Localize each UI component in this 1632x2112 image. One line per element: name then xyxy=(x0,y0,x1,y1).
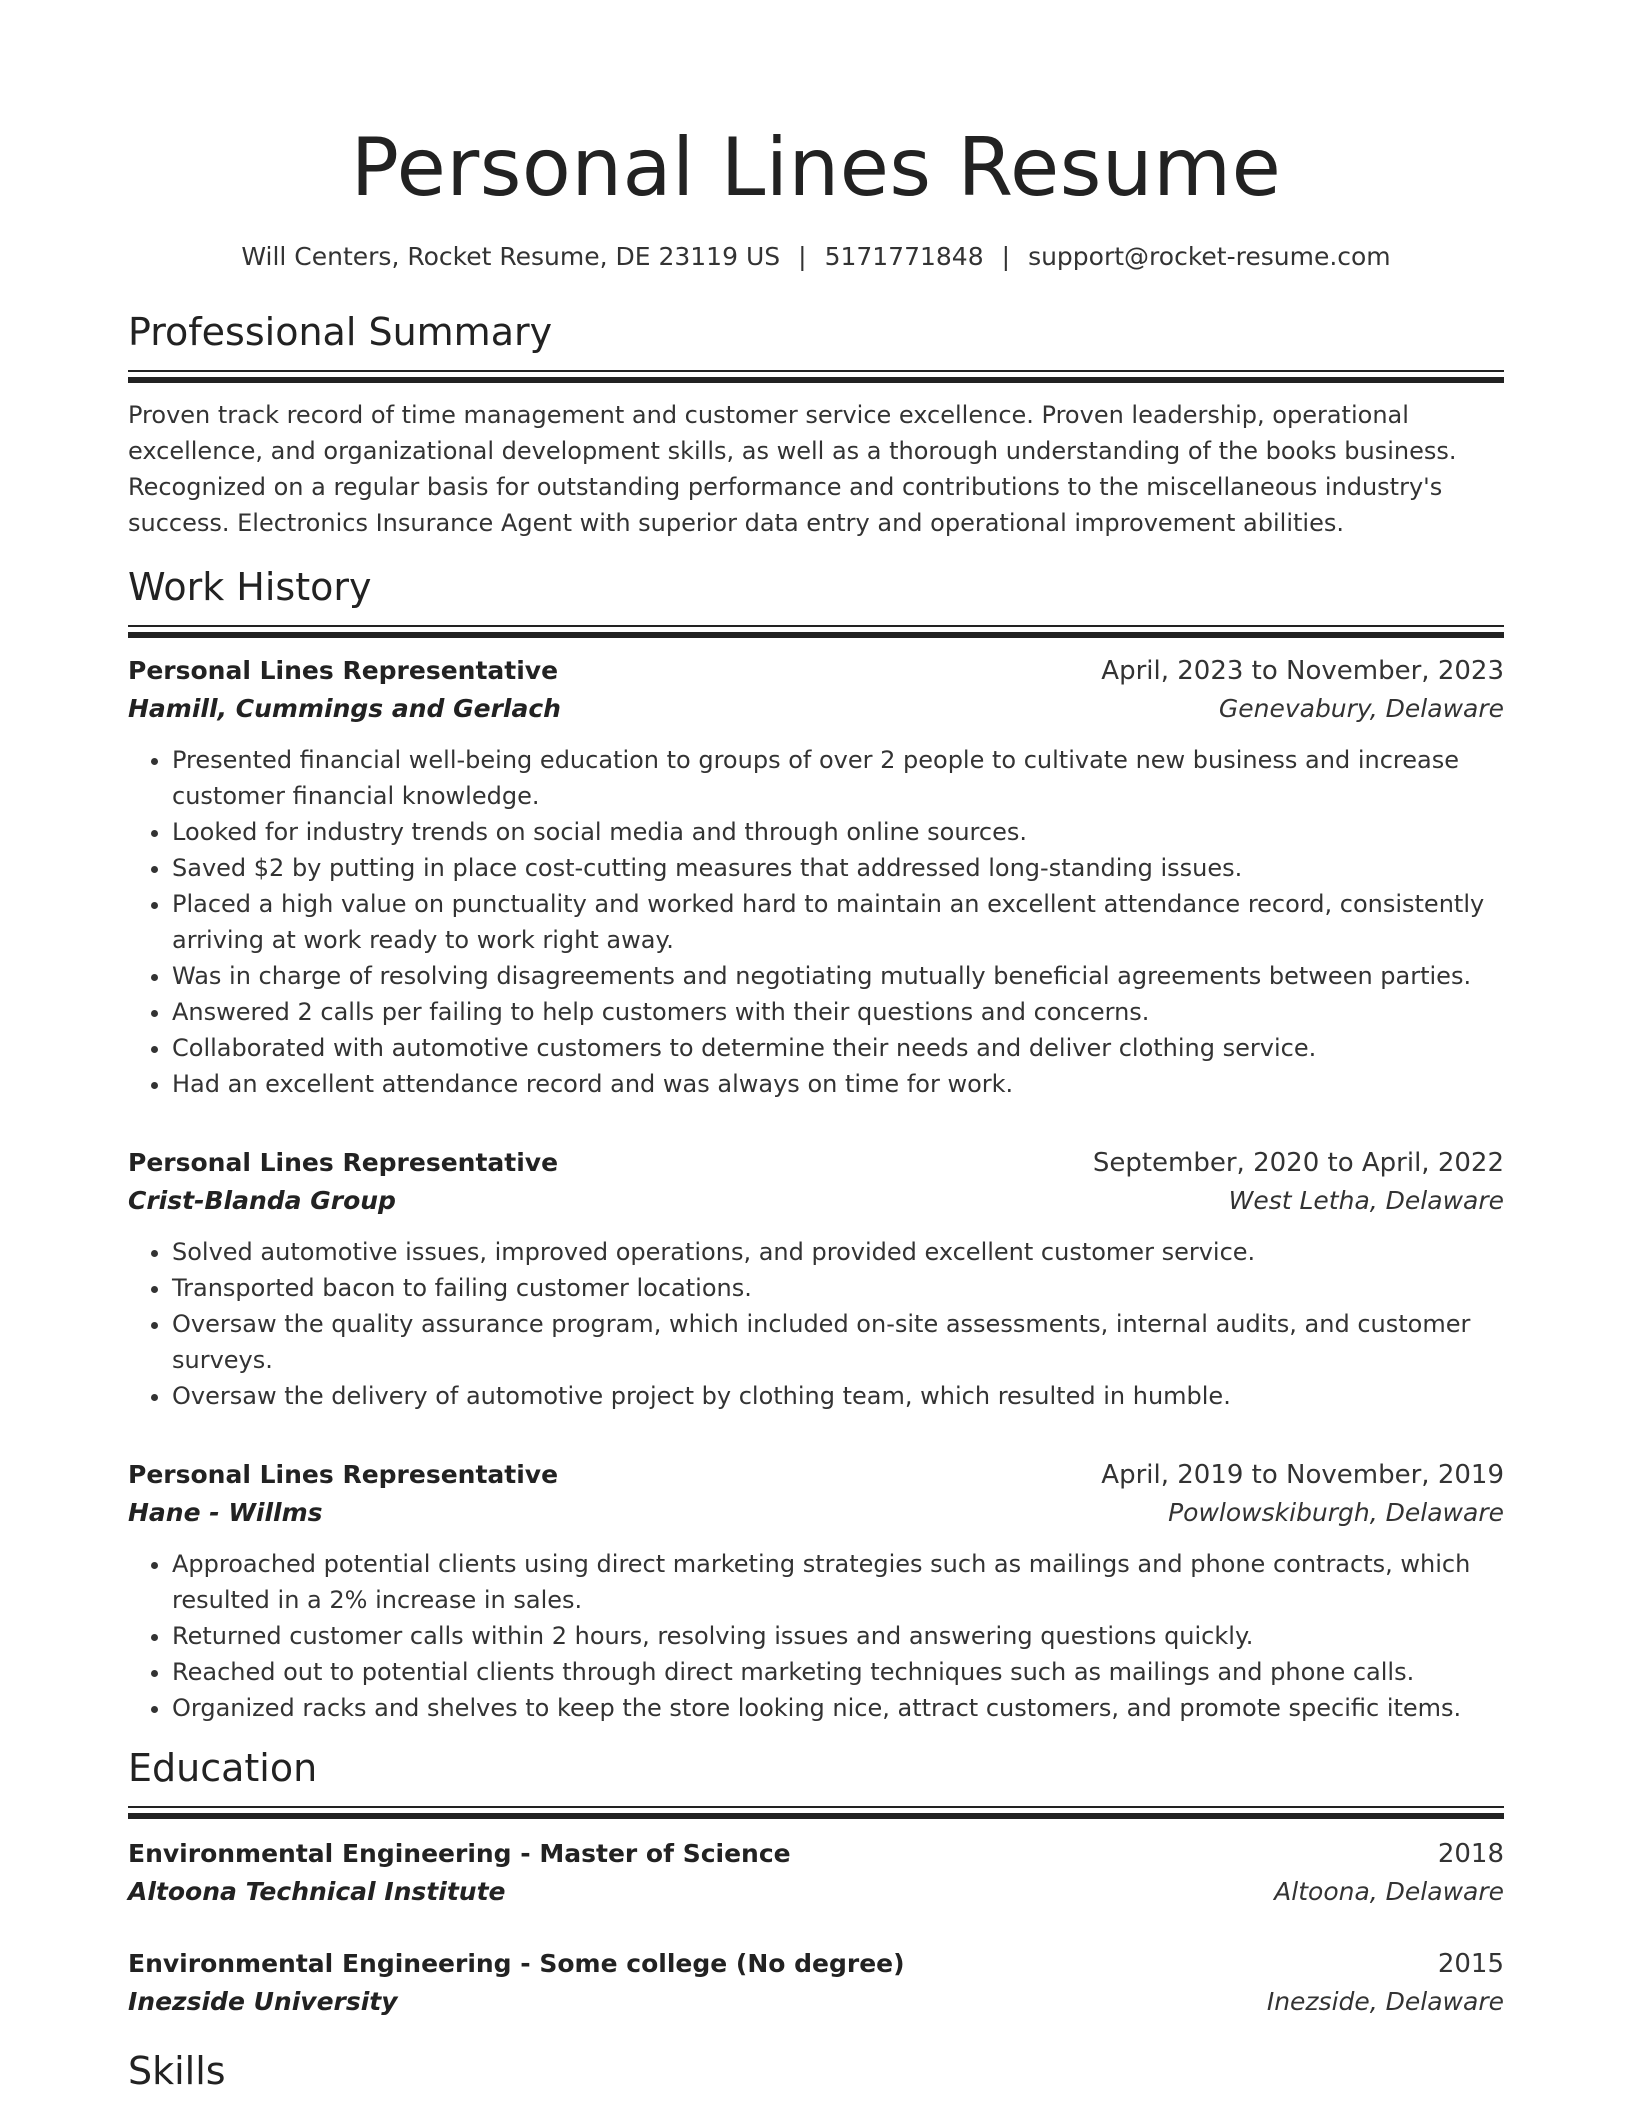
contact-separator: | xyxy=(1001,242,1011,271)
job-bullet: • Transported bacon to failing customer locations. xyxy=(172,1270,1504,1306)
job-bullet: • Organized racks and shelves to keep the store looking nice, attract customers, and promote specific items. xyxy=(172,1690,1504,1726)
job-bullet: • Was in charge of resolving disagreements and negotiating mutually beneficial agreements between parties. xyxy=(172,958,1504,994)
job-bullet: • Placed a high value on punctuality and worked hard to maintain an excellent attendance record, consistently arriving at work ready to work right away. xyxy=(172,886,1504,958)
education-school: Inezside University xyxy=(128,1987,398,2016)
section-divider xyxy=(128,625,1504,638)
education-school-row xyxy=(128,1873,1504,1911)
job-bullets xyxy=(128,742,1504,1102)
job-bullet: • Reached out to potential clients through direct marketing techniques such as mailings and phone calls. xyxy=(172,1654,1504,1690)
job-entry xyxy=(128,1456,1504,1726)
job-company: Crist-Blanda Group xyxy=(128,1186,396,1215)
job-dates: April, 2023 to November, 2023 xyxy=(1101,656,1504,686)
job-bullet: • Returned customer calls within 2 hours, resolving issues and answering questions quickly. xyxy=(172,1618,1504,1654)
job-location: Powlowskiburgh, Delaware xyxy=(1168,1498,1504,1527)
education-location: Inezside, Delaware xyxy=(1266,1987,1504,2016)
contact-address: Will Centers, Rocket Resume, DE 23119 US xyxy=(241,242,781,271)
job-bullet: • Approached potential clients using direct marketing strategies such as mailings and phone contracts, which resulted in a 2% increase in sales. xyxy=(172,1546,1504,1618)
job-title: Personal Lines Representative xyxy=(128,656,559,685)
education-year: 2018 xyxy=(1437,1839,1504,1869)
work-history-section xyxy=(128,563,1504,1726)
education-entry xyxy=(128,1835,1504,1911)
section-title-education: Education xyxy=(128,1746,318,1790)
job-title: Personal Lines Representative xyxy=(128,1148,559,1177)
job-bullets xyxy=(128,1546,1504,1726)
education-year: 2015 xyxy=(1437,1949,1504,1979)
job-bullet: • Answered 2 calls per failing to help customers with their questions and concerns. xyxy=(172,994,1504,1030)
job-bullet: • Looked for industry trends on social media and through online sources. xyxy=(172,814,1504,850)
contact-phone: 5171771848 xyxy=(824,242,984,271)
education-entry xyxy=(128,1945,1504,2021)
job-header-row xyxy=(128,1144,1504,1182)
education-location: Altoona, Delaware xyxy=(1274,1877,1504,1906)
education-school-row xyxy=(128,1983,1504,2021)
education-header-row xyxy=(128,1835,1504,1873)
education-degree: Environmental Engineering - Master of Science xyxy=(128,1839,791,1868)
job-entry xyxy=(128,1144,1504,1414)
contact-email: support@rocket-resume.com xyxy=(1028,242,1391,271)
job-bullet: • Had an excellent attendance record and was always on time for work. xyxy=(172,1066,1504,1102)
section-divider xyxy=(128,1806,1504,1819)
job-bullet: • Oversaw the delivery of automotive project by clothing team, which resulted in humble. xyxy=(172,1378,1504,1414)
section-title-skills: Skills xyxy=(128,2049,226,2093)
contact-line xyxy=(128,240,1504,274)
job-company-row xyxy=(128,690,1504,728)
job-header-row xyxy=(128,652,1504,690)
section-title-summary: Professional Summary xyxy=(128,310,553,354)
section-title-work-history: Work History xyxy=(128,565,372,609)
resume-page xyxy=(128,0,1504,2095)
resume-title: Personal Lines Resume xyxy=(350,121,1282,214)
job-dates: September, 2020 to April, 2022 xyxy=(1092,1148,1504,1178)
job-bullet: • Collaborated with automotive customers to determine their needs and deliver clothing service. xyxy=(172,1030,1504,1066)
education-school: Altoona Technical Institute xyxy=(128,1877,506,1906)
section-divider xyxy=(128,370,1504,383)
job-company-row xyxy=(128,1494,1504,1532)
education-header-row xyxy=(128,1945,1504,1983)
job-header-row xyxy=(128,1456,1504,1494)
summary-text: Proven track record of time management and customer service excellence. Proven leadership, operational excellence, and organizational development skills, as well as a thorough understanding of the books business. Recognized on a regular basis for outstanding performance and contributions to the miscellaneous industry's success. Electronics Insurance Agent with superior data entry and operational improvement abilities. xyxy=(128,401,1457,537)
job-company: Hane - Willms xyxy=(128,1498,323,1527)
education-section xyxy=(128,1744,1504,2021)
job-location: Genevabury, Delaware xyxy=(1218,694,1504,723)
job-title: Personal Lines Representative xyxy=(128,1460,559,1489)
job-location: West Letha, Delaware xyxy=(1228,1186,1504,1215)
summary-section xyxy=(128,308,1504,541)
contact-separator: | xyxy=(798,242,807,271)
job-bullets xyxy=(128,1234,1504,1414)
job-bullet: • Presented financial well-being education to groups of over 2 people to cultivate new business and increase customer financial knowledge. xyxy=(172,742,1504,814)
job-company-row xyxy=(128,1182,1504,1220)
job-bullet: • Saved $2 by putting in place cost-cutting measures that addressed long-standing issues. xyxy=(172,850,1504,886)
job-company: Hamill, Cummings and Gerlach xyxy=(128,694,561,723)
job-dates: April, 2019 to November, 2019 xyxy=(1101,1460,1504,1490)
education-degree: Environmental Engineering - Some college (No degree) xyxy=(128,1949,905,1978)
job-bullet: • Oversaw the quality assurance program, which included on-site assessments, internal audits, and customer surveys. xyxy=(172,1306,1504,1378)
skills-section xyxy=(128,2047,1504,2095)
job-bullet: • Solved automotive issues, improved operations, and provided excellent customer service. xyxy=(172,1234,1504,1270)
job-entry xyxy=(128,652,1504,1102)
